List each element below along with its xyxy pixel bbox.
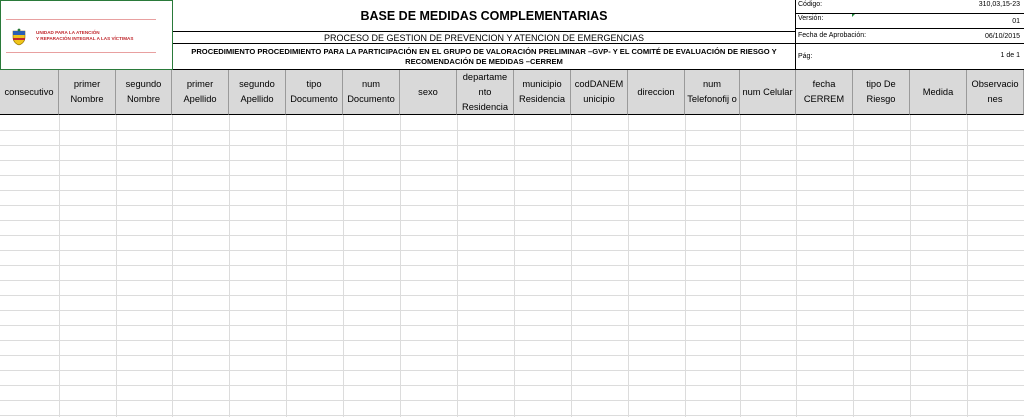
column-header-num-celular[interactable]: num Celular: [740, 70, 796, 115]
grid-row-line: [0, 205, 1024, 206]
grid-column-line: [229, 115, 230, 417]
meta-approval-date-label: Fecha de Aprobación:: [798, 32, 867, 39]
grid-column-line: [796, 115, 797, 417]
grid-column-line: [172, 115, 173, 417]
grid-row-line: [0, 175, 1024, 176]
grid-column-line: [400, 115, 401, 417]
grid-row-line: [0, 235, 1024, 236]
grid-row-line: [0, 265, 1024, 266]
grid-row-line: [0, 295, 1024, 296]
grid-row-line: [0, 370, 1024, 371]
grid-column-line: [343, 115, 344, 417]
column-header-medida[interactable]: Medida: [910, 70, 967, 115]
column-header-sexo[interactable]: sexo: [400, 70, 457, 115]
column-header-departamento-residencia[interactable]: departame nto Residencia: [457, 70, 514, 115]
column-header-num-telefono-fijo[interactable]: num Telefonofij o: [685, 70, 740, 115]
grid-row-line: [0, 220, 1024, 221]
grid-row-line: [0, 160, 1024, 161]
cell-comment-marker: [852, 14, 855, 17]
grid-column-line: [59, 115, 60, 417]
grid-column-line: [740, 115, 741, 417]
column-header-fecha-cerrem[interactable]: fecha CERREM: [796, 70, 853, 115]
meta-page: [796, 44, 1024, 70]
meta-version: [796, 14, 1024, 29]
grid-column-line: [286, 115, 287, 417]
meta-page-value: 1 de 1: [1000, 52, 1020, 59]
logo-text-line2: Y REPARACIÓN INTEGRAL A LAS VÍCTIMAS: [36, 35, 134, 41]
grid-column-line: [967, 115, 968, 417]
logo-divider-bottom: [6, 52, 156, 53]
meta-version-value: 01: [1012, 18, 1020, 25]
column-header-primer-nombre[interactable]: primer Nombre: [59, 70, 116, 115]
grid-column-line: [910, 115, 911, 417]
grid-row-line: [0, 145, 1024, 146]
grid-row-line: [0, 355, 1024, 356]
column-header-num-documento[interactable]: num Documento: [343, 70, 400, 115]
grid-column-line: [457, 115, 458, 417]
grid-column-line: [514, 115, 515, 417]
logo-text: [36, 30, 133, 41]
grid-column-line: [685, 115, 686, 417]
meta-code-label: Código:: [798, 1, 823, 8]
meta-approval-date: [796, 29, 1024, 44]
meta-page-label: Pág:: [798, 53, 813, 60]
grid-row-line: [0, 190, 1024, 191]
meta-approval-date-value: 06/10/2015: [984, 33, 1020, 40]
meta-code-value: 310,03,15-23: [978, 1, 1020, 8]
column-header-primer-apellido[interactable]: primer Apellido: [172, 70, 229, 115]
grid-row-line: [0, 280, 1024, 281]
grid-column-line: [853, 115, 854, 417]
grid-row-line: [0, 250, 1024, 251]
process-title: PROCESO DE GESTION DE PREVENCION Y ATENCION DE EMERGENCIAS: [173, 32, 796, 44]
grid-row-line: [0, 400, 1024, 401]
column-header-segundo-apellido[interactable]: segundo Apellido: [229, 70, 286, 115]
spreadsheet-grid[interactable]: [0, 115, 1024, 417]
grid-row-line: [0, 415, 1024, 416]
grid-column-line: [116, 115, 117, 417]
document-title: BASE DE MEDIDAS COMPLEMENTARIAS: [173, 0, 796, 32]
meta-version-label: Versión:: [798, 15, 824, 22]
column-header-observaciones[interactable]: Observacio nes: [967, 70, 1024, 115]
logo-divider-top: [6, 19, 156, 20]
column-header-coddane-municipio[interactable]: codDANEM unicipio: [571, 70, 628, 115]
column-header-segundo-nombre[interactable]: segundo Nombre: [116, 70, 172, 115]
coat-of-arms-icon: [10, 28, 28, 46]
grid-row-line: [0, 310, 1024, 311]
column-header-municipio-residencia[interactable]: municipio Residencia: [514, 70, 571, 115]
column-header-tipo-de-riesgo[interactable]: tipo De Riesgo: [853, 70, 910, 115]
column-header-direccion[interactable]: direccion: [628, 70, 685, 115]
column-header-tipo-documento[interactable]: tipo Documento: [286, 70, 343, 115]
grid-row-line: [0, 385, 1024, 386]
grid-row-line: [0, 130, 1024, 131]
column-header-consecutivo[interactable]: consecutivo: [0, 70, 59, 115]
meta-code: [796, 0, 1024, 14]
logo-text-line1: UNIDAD PARA LA ATENCIÓN: [36, 30, 100, 35]
procedure-title: PROCEDIMIENTO PROCEDIMIENTO PARA LA PARTICIPACIÓN EN EL GRUPO DE VALORACIÓN PRELIMINAR –GVP- Y EL COMITÉ DE EVALUACIÓN DE RIESGO Y RECOMENDACIÓN DE MEDIDAS –CERREM: [173, 44, 796, 70]
grid-column-line: [628, 115, 629, 417]
grid-row-line: [0, 325, 1024, 326]
grid-row-line: [0, 340, 1024, 341]
grid-column-line: [571, 115, 572, 417]
